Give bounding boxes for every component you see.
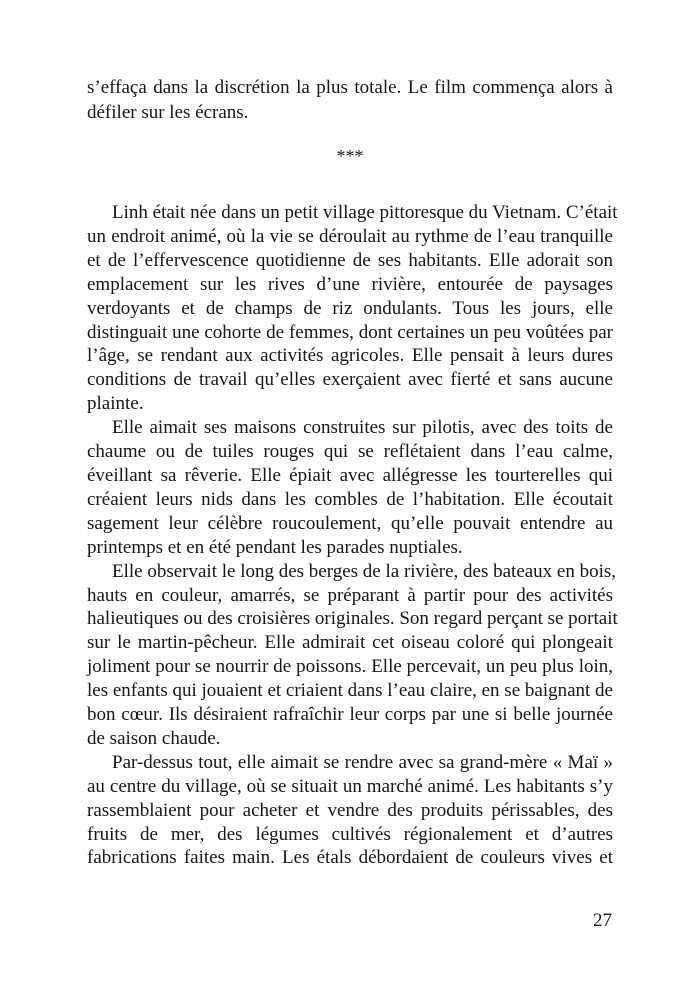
text-line: verdoyants et de champs de riz ondulants. Tous les jours, elle [87, 297, 613, 319]
text-line: conditions de travail qu’elles exerçaient avec fierté et sans aucune [87, 369, 613, 391]
text-line: rassemblaient pour acheter et vendre des produits périssables, des [87, 799, 613, 821]
text-line: un endroit animé, où la vie se déroulait au rythme de l’eau tranquille [87, 225, 613, 247]
paragraph [87, 201, 618, 416]
text-line: Linh était née dans un petit village pittoresque du Vietnam. C’était [112, 202, 618, 223]
text-line: fruits de mer, des légumes cultivés régionalement et d’autres [87, 823, 613, 845]
paragraph [87, 560, 618, 751]
text-line: fabrications faites main. Les étals débordaient de couleurs vives et [87, 847, 613, 869]
paragraph [87, 75, 613, 125]
text-line: chaume ou de tuiles rouges qui se reflétaient dans l’eau calme, [87, 441, 613, 463]
text-line: sagement leur célèbre roucoulement, qu’elle pouvait entendre au [87, 512, 613, 534]
text-line: éveillant sa rêverie. Elle épiait avec allégresse les tourterelles qui [87, 464, 613, 486]
text-line: de saison chaude. [87, 727, 221, 749]
text-block-top [87, 75, 613, 125]
text-line: au centre du village, où se situait un marché animé. Les habitants s’y [87, 775, 613, 797]
text-line: s’effaça dans la discrétion la plus totale. Le film commença alors à [87, 77, 613, 98]
text-line: distinguait une cohorte de femmes, dont certaines un peu voûtées par [87, 321, 613, 343]
text-line: emplacement sur les rives d’une rivière, entourée de paysages [87, 273, 613, 295]
text-line: sur le martin-pêcheur. Elle admirait cet oiseau coloré qui plongeait [87, 632, 613, 654]
text-line: et de l’effervescence quotidienne de ses habitants. Elle adorait son [87, 249, 613, 271]
text-line: plainte. [87, 393, 144, 415]
text-line: Par-dessus tout, elle aimait se rendre avec sa grand-mère « Maï » [112, 751, 613, 773]
text-line: printemps et en été pendant les parades nuptiales. [87, 536, 463, 558]
text-line: halieutiques ou des croisières originales. Son regard perçant se portait [87, 608, 618, 630]
text-line: Elle observait le long des berges de la rivière, des bateaux en bois, [112, 560, 617, 582]
section-separator: *** [336, 146, 364, 166]
text-block-main [87, 201, 618, 870]
text-line: créaient leurs nids dans les combles de l’habitation. Elle écoutait [87, 488, 613, 510]
text-line: bon cœur. Ils désiraient rafraîchir leur corps par une si belle journée [87, 704, 613, 726]
page-number: 27 [593, 910, 612, 931]
text-line: Elle aimait ses maisons construites sur pilotis, avec des toits de [112, 417, 613, 439]
text-line: les enfants qui jouaient et criaient dans l’eau claire, en se baignant de [87, 680, 613, 702]
text-line: joliment pour se nourrir de poissons. Elle percevait, un peu plus loin, [87, 656, 613, 678]
paragraph [87, 416, 613, 559]
paragraph [87, 751, 613, 871]
text-line: l’âge, se rendant aux activités agricoles. Elle pensait à leurs dures [87, 345, 613, 367]
text-line: défiler sur les écrans. [87, 102, 249, 123]
text-line: hauts en couleur, amarrés, se préparant à partir pour des activités [87, 584, 613, 606]
